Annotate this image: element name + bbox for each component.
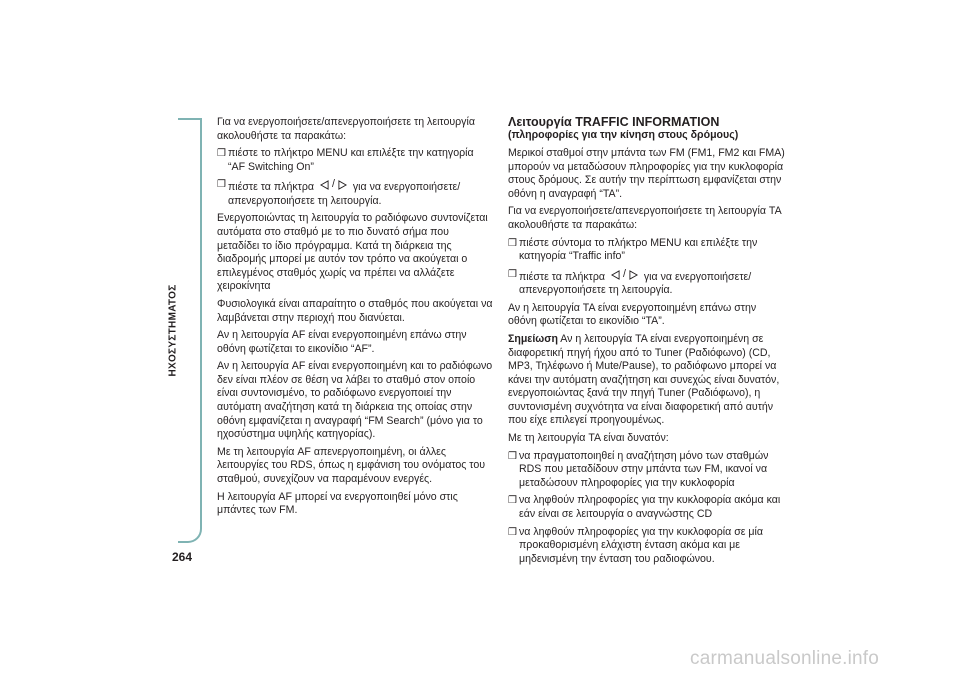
section-title <box>164 270 182 390</box>
arrow-separator: / <box>622 267 626 280</box>
checkbox-bullet-icon: ❒ <box>508 237 517 249</box>
list-item <box>508 268 786 298</box>
right-bullet-2-post: για να ενεργοποιήσετε/απενεργοποιήσετε τη λειτουργία. <box>519 270 752 297</box>
right-bullet-5: να ληφθούν πληροφορίες για την κυκλοφορία σε μία προκαθορισμένη ελάχιστη ένταση ακόμα και με μηδενισμένη την ένταση του ραδιοφώνου. <box>519 525 764 565</box>
right-paragraph-1: Μερικοί σταθμοί στην μπάντα των FM (FM1, FM2 και FMA) μπορούν να μεταδώσουν πληροφορίες για την κυκλοφορία στους δρόμους. Σε αυτήν την περίπτωση εμφανίζεται στην οθόνη η αναγραφή “TA”. <box>508 147 785 200</box>
list-item <box>217 178 493 208</box>
note-paragraph <box>508 333 786 428</box>
section-subheading: (πληροφορίες για την κίνηση στους δρόμους) <box>508 129 739 141</box>
list-item <box>508 450 786 491</box>
list-item <box>217 147 493 174</box>
left-paragraph-1: Ενεργοποιώντας τη λειτουργία το ραδιόφωνο συντονίζεται αυτόματα στο σταθμό με το πιο δυνατό σήμα που μεταδίδει το ίδιο πρόγραμμα. Κατά τη διάρκεια της διαδρομής μπορεί με αυτόν τον τρόπο να ακούγεται ο επιλεγμένος σταθμός χωρίς να πρέπει να αλλάζετε χειροκίνητα <box>217 212 488 293</box>
section-title-text: ΗΧΟΣΥΣΤΗΜΑΤΟΣ <box>167 283 179 377</box>
arrow-left-outline-icon <box>320 180 329 190</box>
right-bullet-3: να πραγματοποιηθεί η αναζήτηση μόνο των σταθμών RDS που μεταδίδουν στην μπάντα των FM, ικανοί να μεταδώσουν πληροφορίες για την κυκλοφορία <box>519 449 769 489</box>
left-paragraph-3: Αν η λειτουργία AF είναι ενεργοποιημένη επάνω στην οθόνη φωτίζεται το εικονίδιο “AF”. <box>217 329 467 355</box>
left-bullet-2 <box>228 178 493 208</box>
list-item <box>508 494 786 521</box>
arrow-separator: / <box>331 178 335 191</box>
arrow-right-outline-icon <box>338 180 347 190</box>
right-bullet-4: να ληφθούν πληροφορίες για την κυκλοφορία ακόμα και εάν είναι σε λειτουργία ο αναγνώστης CD <box>519 494 781 521</box>
note-text: Αν η λειτουργία TA είναι ενεργοποιημένη σε διαφορετική πηγή ήχου από το Tuner (Ραδιόφωνο) (CD, MP3, Τηλέφωνο ή Mute/Pause), το ραδιόφωνο μπορεί να κάνει την αυτόματη αναζήτηση και συνεχώς είναι δυνατόν, ενεργοποιώντας ξανά την πηγή Tuner (Ραδιόφωνο), η συντονισμένη συχνότητα να είναι διαφορετική από αυτήν που είχε επιλεγεί προηγουμένως. <box>508 332 780 427</box>
note-label: Σημείωση <box>508 332 558 345</box>
left-bullet-1: πιέστε το πλήκτρο MENU και επιλέξτε την κατηγορία “AF Switching On” <box>228 147 474 173</box>
list-item <box>508 237 786 264</box>
left-paragraph-2: Φυσιολογικά είναι απαραίτητο ο σταθμός που ακούγεται να λαμβάνεται στην περιοχή που διανύεται. <box>217 297 493 324</box>
arrow-left-outline-icon <box>611 270 620 280</box>
checkbox-bullet-icon: ❒ <box>508 526 517 538</box>
checkbox-bullet-icon: ❒ <box>217 148 226 160</box>
left-paragraph-5: Με τη λειτουργία AF απενεργοποιημένη, οι άλλες λειτουργίες του RDS, όπως η εμφάνιση του ονόματος του σταθμού, συνεχίζουν να παραμένουν ενεργές. <box>217 445 486 486</box>
checkbox-bullet-icon: ❒ <box>508 268 517 280</box>
right-bullet-2-pre: πιέστε τα πλήκτρα <box>519 270 606 283</box>
left-paragraph-4: Αν η λειτουργία AF είναι ενεργοποιημένη και το ραδιόφωνο δεν είναι πλέον σε θέση να λάβει το σταθμό στον οποίο είναι συντονισμένο, το ραδιόφωνο ενεργοποιεί την αυτόματη αναζήτηση κατά τη διάρκεια της οποίας στην οθόνη εμφανίζεται η αναγραφή “FM Search” (μόνο για το ηχοσύστημα υψηλής κατηγορίας). <box>217 360 493 441</box>
left-column <box>217 116 493 522</box>
arrow-right-outline-icon <box>629 270 638 280</box>
checkbox-bullet-icon: ❒ <box>508 495 517 507</box>
right-paragraph-3: Αν η λειτουργία TA είναι ενεργοποιημένη επάνω στην οθόνη φωτίζεται το εικονίδιο “TA”. <box>508 301 757 328</box>
left-bullet-2-post: για να ενεργοποιήσετε/απενεργοποιήσετε τη λειτουργία. <box>228 181 461 207</box>
page-number: 264 <box>172 550 193 564</box>
arrow-keys <box>611 268 638 282</box>
right-bullet-1: πιέστε σύντομα το πλήκτρο MENU και επιλέξτε την κατηγορία “Traffic info” <box>519 236 758 263</box>
right-paragraph-4: Με τη λειτουργία TA είναι δυνατόν: <box>508 432 669 445</box>
list-item <box>508 526 786 567</box>
left-intro: Για να ενεργοποιήσετε/απενεργοποιήσετε τη λειτουργία ακολουθήστε τα παρακάτω: <box>217 116 475 142</box>
right-paragraph-2: Για να ενεργοποιήσετε/απενεργοποιήσετε τη λειτουργία TA ακολουθήστε τα παρακάτω: <box>508 205 782 231</box>
left-bullet-2-pre: πιέστε τα πλήκτρα <box>228 181 315 194</box>
right-bullet-2 <box>519 268 786 298</box>
checkbox-bullet-icon: ❒ <box>508 450 517 462</box>
checkbox-bullet-icon: ❒ <box>217 179 226 191</box>
watermark: carmanualsonline.info <box>690 648 880 669</box>
left-paragraph-6: Η λειτουργία AF μπορεί να ενεργοποιηθεί μόνο στις μπάντες των FM. <box>217 490 458 517</box>
right-column <box>508 116 786 570</box>
arrow-keys <box>320 178 347 192</box>
section-heading: Λειτουργία TRAFFIC INFORMATION <box>508 115 720 129</box>
